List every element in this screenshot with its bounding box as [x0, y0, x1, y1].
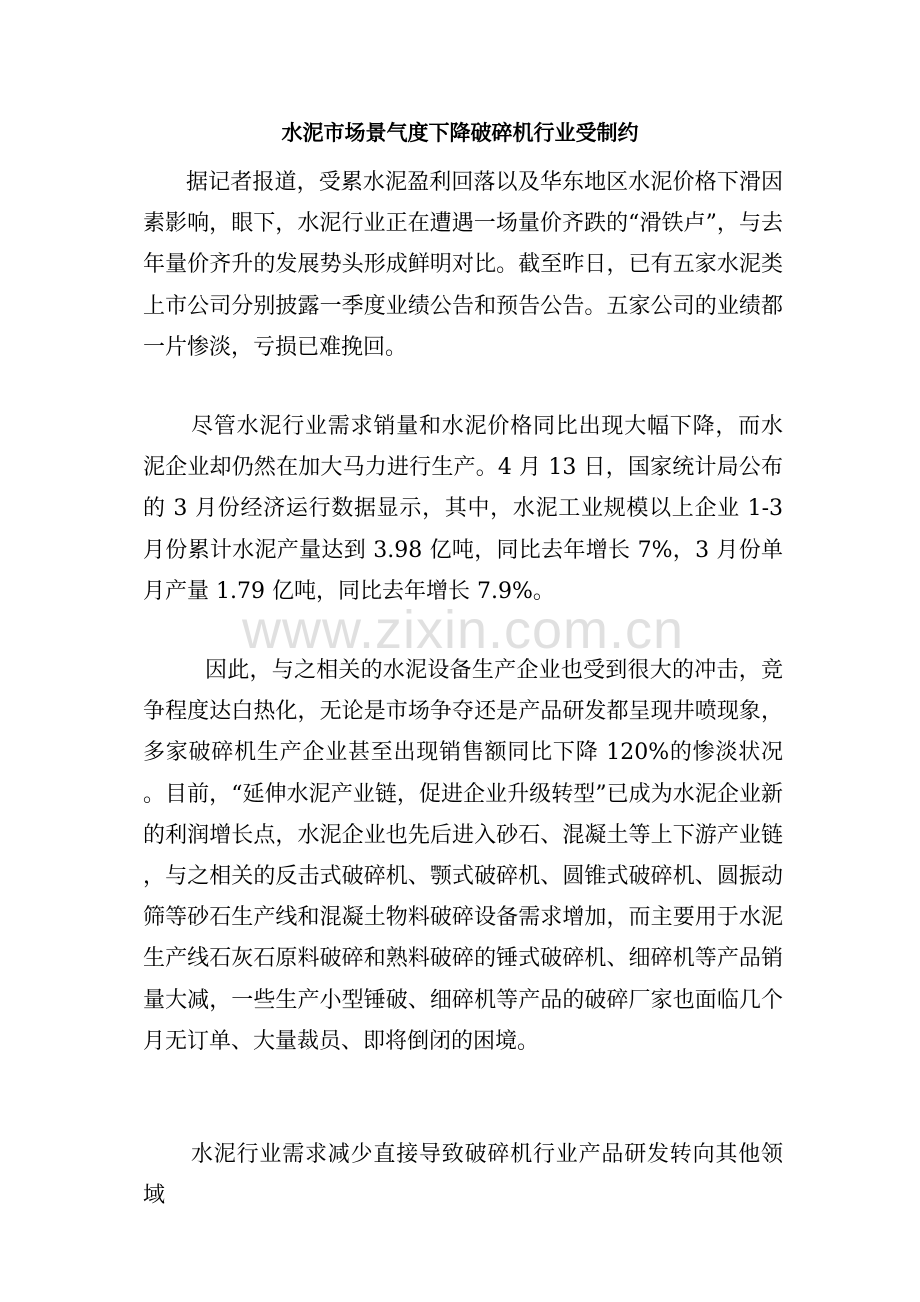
paragraph-1: 据记者报道，受累水泥盈利回落以及华东地区水泥价格下滑因素影响，眼下，水泥行业正在遭遇一场量价齐跌的“滑铁卢”，与去年量价齐升的发展势头形成鲜明对比。截至昨日，已有五家水泥类上市公司分别披露一季度业绩公告和预告公告。五家公司的业绩都一片惨淡，亏损已难挽回。	[143, 170, 783, 360]
watermark: www.zixin.com.cn	[241, 600, 685, 660]
document-title: 水泥市场景气度下降破碎机行业受制约	[281, 121, 639, 145]
paragraph-2: 尽管水泥行业需求销量和水泥价格同比出现大幅下降，而水泥企业却仍然在加大马力进行生产。4 月 13 日，国家统计局公布的 3 月份经济运行数据显示，其中，水泥工业规模以上企业 1-3 月份累计水泥产量达到 3.98 亿吨，同比去年增长 7%，3 月份单月产量 1.79 亿吨，同比去年增长 7.9%。	[143, 414, 783, 604]
paragraph-3: 因此，与之相关的水泥设备生产企业也受到很大的冲击，竞争程度达白热化，无论是市场争夺还是产品研发都呈现井喷现象，多家破碎机生产企业甚至出现销售额同比下降 120%的惨淡状况。目前，“延伸水泥产业链，促进企业升级转型”已成为水泥企业新的利润增长点，水泥企业也先后进入砂石、混凝土等上下游产业链，与之相关的反击式破碎机、颚式破碎机、圆锥式破碎机、圆振动筛等砂石生产线和混凝土物料破碎设备需求增加，而主要用于水泥生产线石灰石原料破碎和熟料破碎的锤式破碎机、细碎机等产品销量大减，一些生产小型锤破、细碎机等产品的破碎厂家也面临几个月无订单、大量裁员、即将倒闭的困境。	[143, 658, 783, 1054]
paragraph-4: 水泥行业需求减少直接导致破碎机行业产品研发转向其他领域	[143, 1142, 783, 1209]
